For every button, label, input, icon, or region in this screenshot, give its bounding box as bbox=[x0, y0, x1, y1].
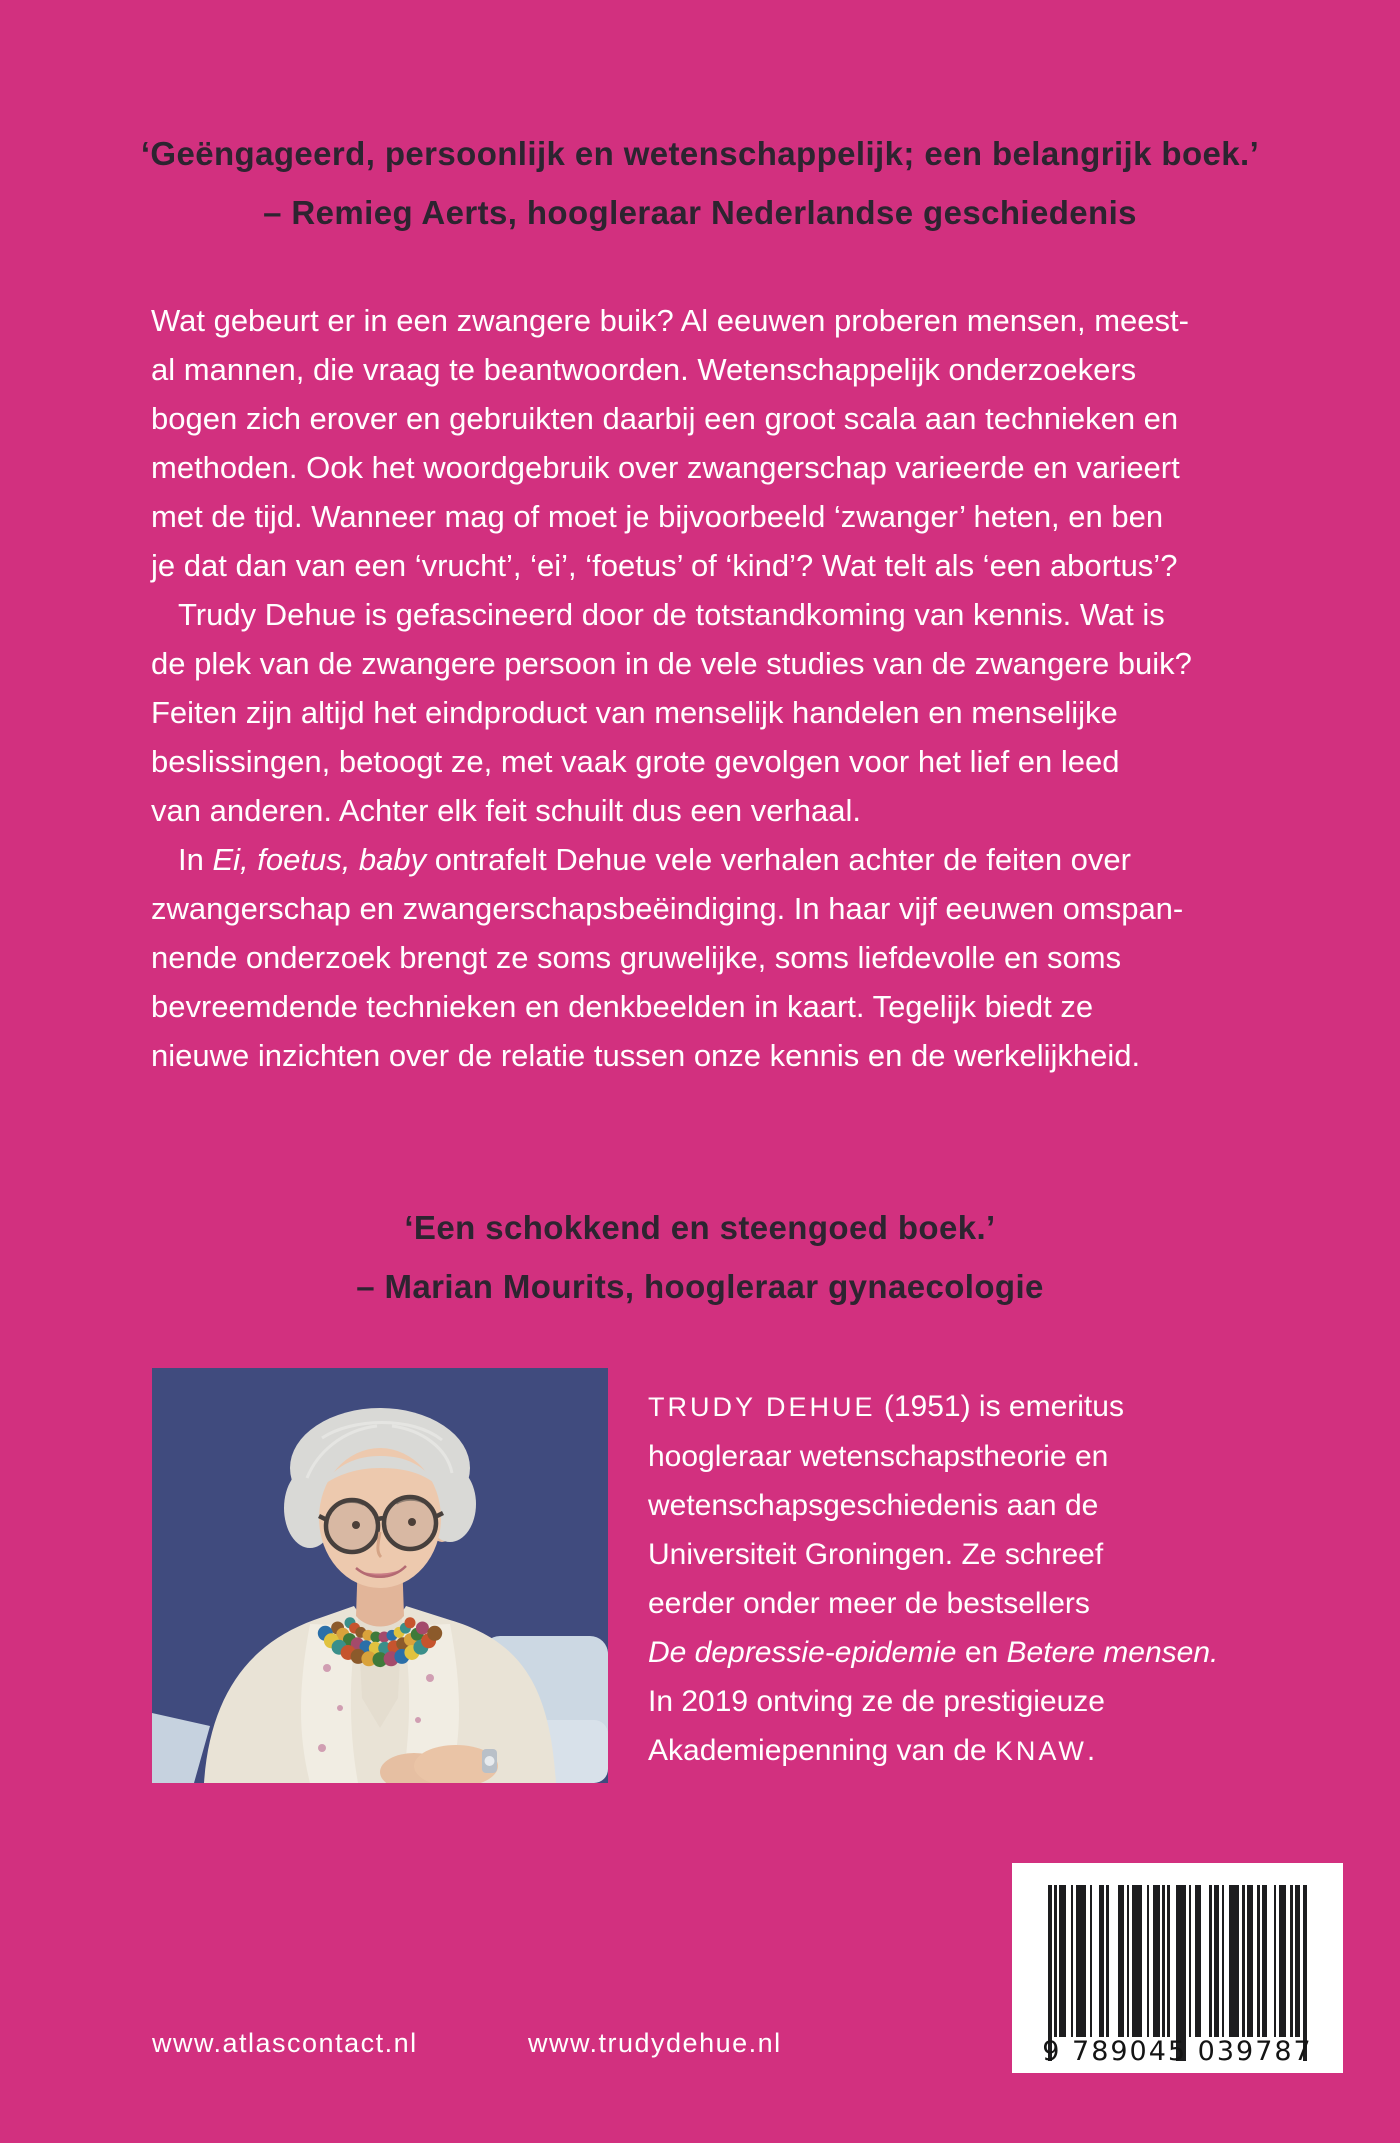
publisher-url: www.atlascontact.nl bbox=[152, 2028, 418, 2058]
quote-bottom-attribution: – Marian Mourits, hoogleraar gynaecologie bbox=[356, 1268, 1044, 1305]
text-line: In Ei, foetus, baby ontrafelt Dehue vele verhalen achter de feiten over bbox=[178, 842, 1131, 877]
barcode-bar bbox=[1247, 1885, 1253, 2037]
necklace-bead bbox=[405, 1617, 416, 1628]
barcode-bar bbox=[1132, 1885, 1142, 2037]
barcode-bar bbox=[1106, 1885, 1109, 2037]
text-line: al mannen, die vraag te beantwoorden. Wetenschappelijk onderzoekers bbox=[151, 352, 1137, 387]
text-line: nieuwe inzichten over de relatie tussen onze kennis en de werkelijkheid. bbox=[151, 1038, 1141, 1073]
text-line: zwangerschap en zwangerschapsbeëindiging. In haar vijf eeuwen omspan- bbox=[151, 891, 1184, 926]
blurb-paragraph-2 bbox=[151, 590, 1251, 835]
barcode-bar bbox=[1127, 1885, 1130, 2037]
text-line: met de tijd. Wanneer mag of moet je bijvoorbeeld ‘zwanger’ heten, en ben bbox=[151, 499, 1164, 534]
barcode-bar bbox=[1153, 1885, 1159, 2037]
text-line: Wat gebeurt er in een zwangere buik? Al eeuwen proberen mensen, meest- bbox=[151, 303, 1189, 338]
barcode-bar bbox=[1118, 1885, 1124, 2037]
barcode-bar bbox=[1303, 1885, 1307, 2061]
blurb-paragraph-3 bbox=[151, 835, 1251, 1080]
barcode-bar bbox=[1295, 1885, 1300, 2037]
text-line: TRUDY DEHUE (1951) is emeritus bbox=[648, 1390, 1124, 1423]
author-url: www.trudydehue.nl bbox=[528, 2028, 782, 2058]
text-line: bogen zich erover en gebruikten daarbij een groot scala aan technieken en bbox=[151, 401, 1179, 436]
author-photo bbox=[152, 1368, 608, 1783]
barcode-bar bbox=[1090, 1885, 1093, 2037]
barcode-bar bbox=[1054, 1885, 1057, 2037]
barcode-bar bbox=[1162, 1885, 1165, 2037]
author-portrait-illustration bbox=[152, 1368, 608, 1783]
author-bio bbox=[648, 1382, 1219, 1776]
barcode-bar bbox=[1290, 1885, 1293, 2037]
barcode-bar bbox=[1222, 1885, 1225, 2037]
barcode-bar bbox=[1209, 1885, 1212, 2037]
barcode-bar bbox=[1176, 1885, 1186, 2061]
quote-bottom-text: ‘Een schokkend en steengoed boek.’ bbox=[404, 1209, 996, 1246]
blurb-paragraph-1 bbox=[151, 296, 1251, 590]
necklace-bead bbox=[416, 1622, 429, 1635]
text-line: hoogleraar wetenschapstheorie en bbox=[648, 1440, 1109, 1473]
barcode-bar bbox=[1195, 1885, 1201, 2037]
barcode-bar bbox=[1076, 1885, 1086, 2037]
text-line: nende onderzoek brengt ze soms gruwelijke, soms liefdevolle en soms bbox=[151, 940, 1122, 975]
necklace-bead bbox=[427, 1626, 442, 1641]
eye-right bbox=[408, 1518, 416, 1526]
barcode-bar bbox=[1279, 1885, 1287, 2037]
text-line: Trudy Dehue is gefascineerd door de totstandkoming van kennis. Wat is bbox=[178, 597, 1165, 632]
text-line: van anderen. Achter elk feit schuilt dus een verhaal. bbox=[151, 793, 861, 828]
review-quote-bottom bbox=[0, 1198, 1400, 1316]
text-line: Universiteit Groningen. Ze schreef bbox=[648, 1538, 1104, 1571]
quote-top-text: ‘Geëngageerd, persoonlijk en wetenschappelijk; een belangrijk boek.’ bbox=[140, 135, 1260, 172]
text-line: bevreemdende technieken en denkbeelden in kaart. Tegelijk biedt ze bbox=[151, 989, 1094, 1024]
barcode-bar bbox=[1167, 1885, 1170, 2037]
text-line: De depressie-epidemie en Betere mensen. bbox=[648, 1636, 1219, 1669]
text-line: je dat dan van een ‘vrucht’, ‘ei’, ‘foetus’ of ‘kind’? Wat telt als ‘een abortus’? bbox=[151, 548, 1178, 583]
barcode-bar bbox=[1071, 1885, 1074, 2037]
review-quote-top bbox=[0, 124, 1400, 242]
barcode-bar bbox=[1242, 1885, 1245, 2037]
text-line: Akademiepenning van de KNAW. bbox=[648, 1734, 1096, 1767]
isbn-number: 9 789045 039787 bbox=[1042, 2036, 1313, 2067]
text-line: de plek van de zwangere persoon in de vele studies van de zwangere buik? bbox=[151, 646, 1192, 681]
barcode-bar bbox=[1189, 1885, 1192, 2037]
text-line: beslissingen, betoogt ze, met vaak grote gevolgen voor het lief en leed bbox=[151, 744, 1120, 779]
barcode-bar bbox=[1257, 1885, 1260, 2037]
barcode-bar bbox=[1059, 1885, 1065, 2037]
text-line: In 2019 ontving ze de prestigieuze bbox=[648, 1685, 1105, 1718]
watch-face bbox=[485, 1756, 495, 1766]
isbn-barcode bbox=[1012, 1863, 1343, 2073]
barcode-bar bbox=[1099, 1885, 1104, 2037]
barcode-bar bbox=[1048, 1885, 1052, 2061]
barcode-bar bbox=[1262, 1885, 1267, 2037]
barcode-bar bbox=[1147, 1885, 1150, 2037]
barcode-bar bbox=[1229, 1885, 1239, 2037]
text-line: eerder onder meer de bestsellers bbox=[648, 1587, 1090, 1620]
text-line: Feiten zijn altijd het eindproduct van menselijk handelen en menselijke bbox=[151, 695, 1118, 730]
eye-left bbox=[352, 1521, 360, 1529]
back-cover-blurb bbox=[151, 296, 1251, 1080]
quote-top-attribution: – Remieg Aerts, hoogleraar Nederlandse geschiedenis bbox=[263, 194, 1137, 231]
text-line: wetenschapsgeschiedenis aan de bbox=[648, 1489, 1099, 1522]
text-line: methoden. Ook het woordgebruik over zwangerschap varieerde en varieert bbox=[151, 450, 1180, 485]
barcode-bar bbox=[1214, 1885, 1219, 2037]
barcode-bar bbox=[1274, 1885, 1277, 2037]
